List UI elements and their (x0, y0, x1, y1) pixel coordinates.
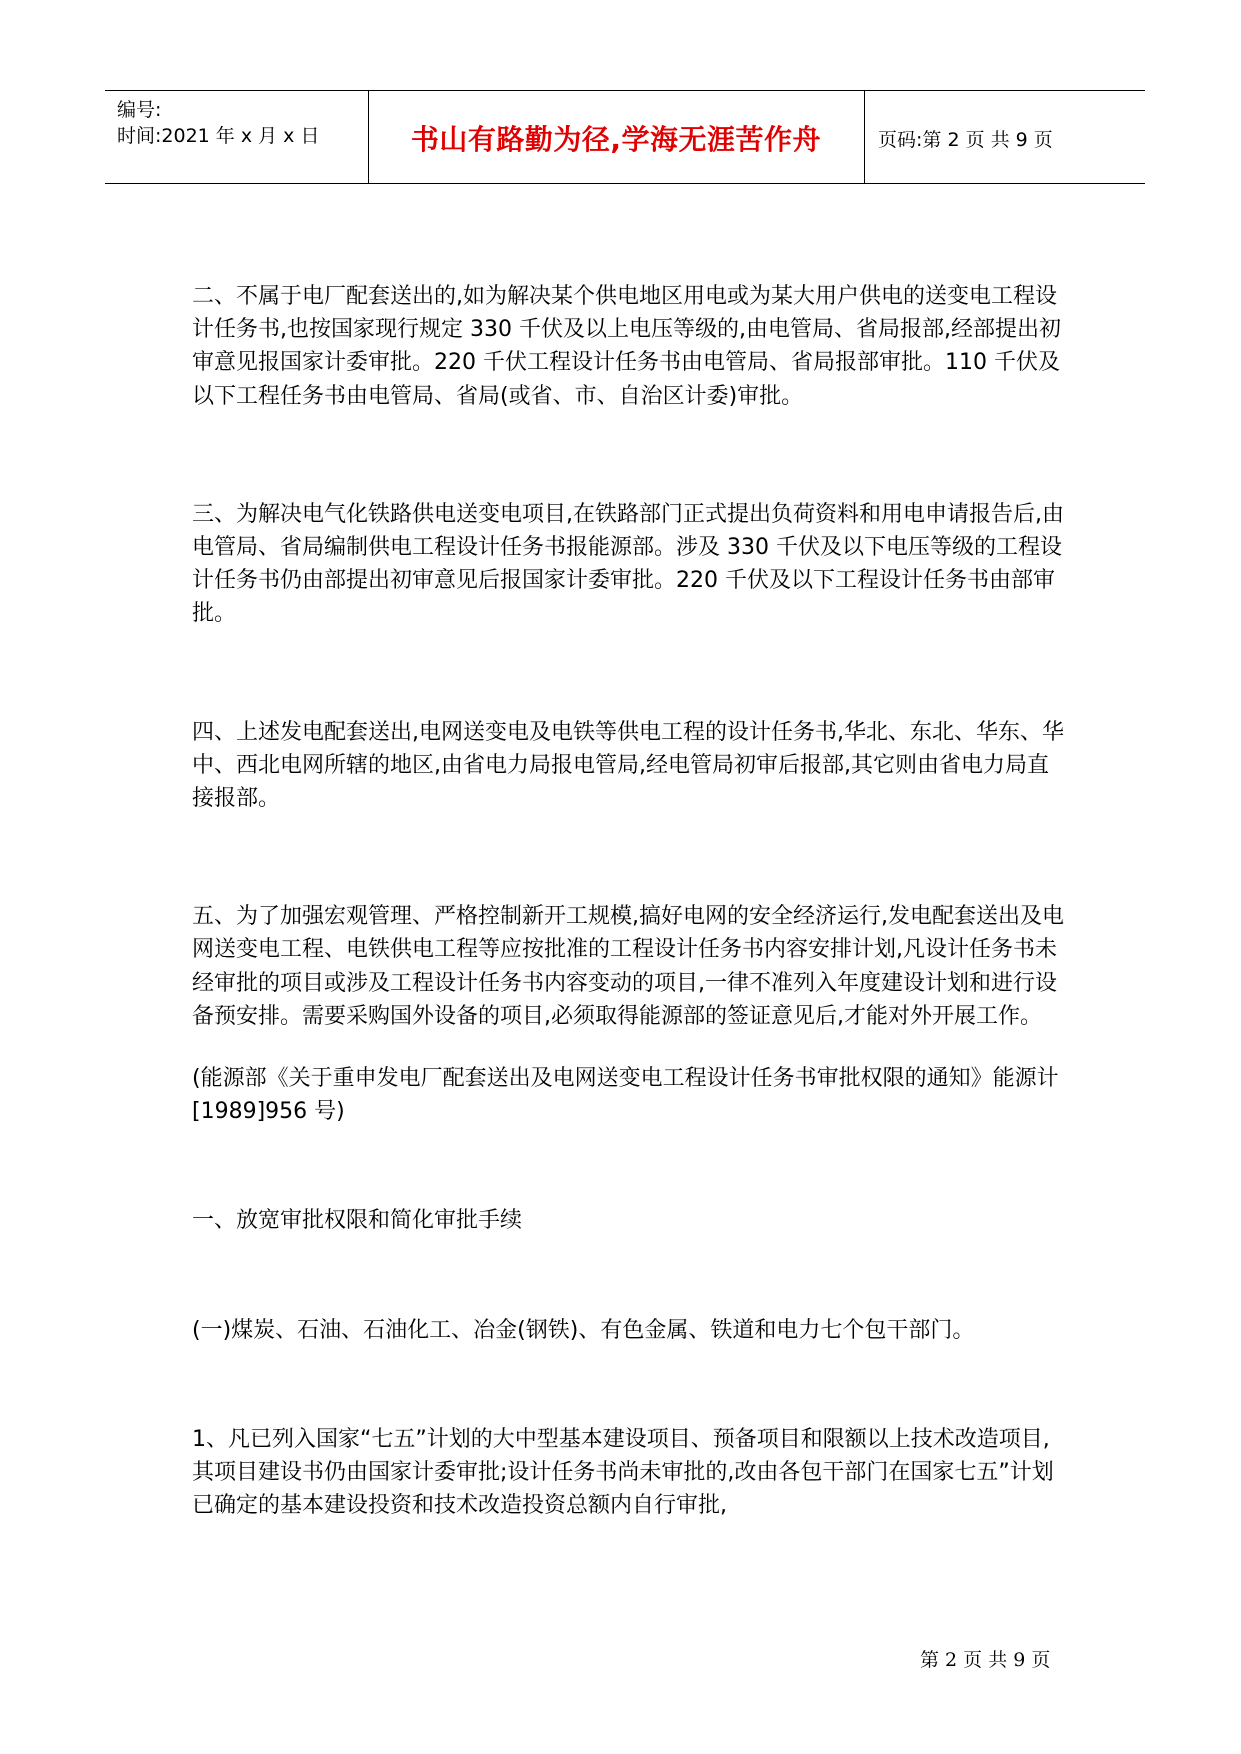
document-body (192, 280, 1067, 1522)
page-footer-number: 第 2 页 共 9 页 (920, 1649, 1051, 1671)
paragraph: 三、为解决电气化铁路供电送变电项目,在铁路部门正式提出负荷资料和用电申请报告后,由电管局、省局编制供电工程设计任务书报能源部。涉及 330 千伏及以下电压等级的工程设计任务书仍由部提出初审意见后报国家计委审批。220 千伏及以下工程设计任务书由部审批。 (192, 501, 1064, 627)
document-time-label: 时间:2021 年 x 月 x 日 (117, 125, 320, 147)
paragraph: 1、凡已列入国家“七五”计划的大中型基本建设项目、预备项目和限额以上技术改造项目,其项目建设书仍由国家计委审批;设计任务书尚未审批的,改由各包干部门在国家七五”计划已确定的基本建设投资和技术改造投资总额内自行审批, (192, 1426, 1054, 1519)
page-header (105, 90, 1145, 184)
paragraph: 二、不属于电厂配套送出的,如为解决某个供电地区用电或为某大用户供电的送变电工程设计任务书,也按国家现行规定 330 千伏及以上电压等级的,由电管局、省局报部,经部提出初审意见报国家计委审批。220 千伏工程设计任务书由电管局、省局报部审批。110 千伏及以下工程任务书由电管局、省局(或省、市、自治区计委)审批。 (192, 284, 1061, 409)
header-page-cell (864, 91, 1145, 183)
paragraph: (能源部《关于重申发电厂配套送出及电网送变电工程设计任务书审批权限的通知》能源计[1989]956 号) (192, 1066, 1059, 1125)
paragraph: 四、上述发电配套送出,电网送变电及电铁等供电工程的设计任务书,华北、东北、华东、华中、西北电网所辖的地区,由省电力局报电管局,经电管局初审后报部,其它则由省电力局直接报部。 (192, 719, 1064, 812)
header-motto: 书山有路勤为径,学海无涯苦作舟 (410, 123, 822, 156)
section-heading: 一、放宽审批权限和简化审批手续 (192, 1208, 523, 1234)
paragraph: 五、为了加强宏观管理、严格控制新开工规模,搞好电网的安全经济运行,发电配套送出及电网送变电工程、电铁供电工程等应按批准的工程设计任务书内容安排计划,凡设计任务书未经审批的项目或涉及工程设计任务书内容变动的项目,一律不准列入年度建设计划和进行设备预安排。需要采购国外设备的项目,必须取得能源部的签证意见后,才能对外开展工作。 (192, 904, 1064, 1029)
document-number-label: 编号: (117, 99, 162, 121)
header-info-cell (105, 91, 369, 183)
header-motto-cell (368, 91, 865, 183)
paragraph: (一)煤炭、石油、石油化工、冶金(钢铁)、有色金属、铁道和电力七个包干部门。 (192, 1317, 975, 1343)
header-page-code: 页码:第 2 页 共 9 页 (878, 129, 1053, 151)
